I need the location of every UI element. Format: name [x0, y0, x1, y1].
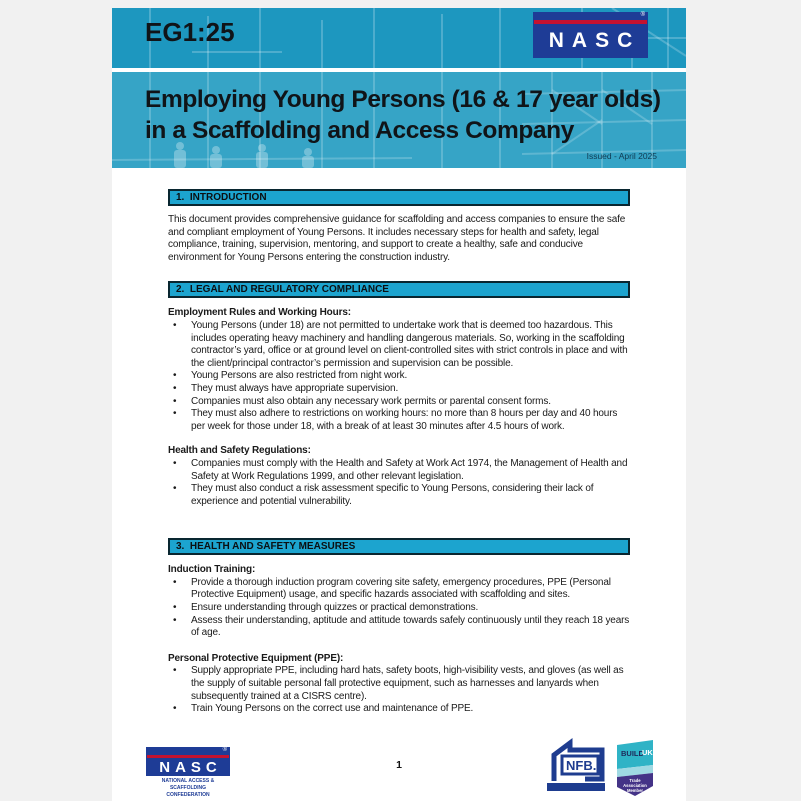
induction-training-list [168, 577, 630, 640]
bullet-item: • Ensure understanding through quizzes or practical demonstrations. [168, 602, 630, 615]
health-safety-regulations-title: Health and Safety Regulations: [168, 445, 311, 457]
nfb-caption: National Federation of Builders [548, 792, 604, 797]
bullet-item: • Train Young Persons on the correct use and maintenance of PPE. [168, 703, 630, 716]
footer-right-logos [547, 740, 653, 796]
nasc-footer-logo [146, 747, 230, 798]
bullet-item: • Young Persons are also restricted from night work. [168, 370, 630, 383]
ppe-block [168, 653, 630, 716]
builduk-member-line2: Association [623, 783, 647, 788]
bullet-item: • They must always have appropriate supervision. [168, 383, 630, 396]
nasc-logo-wordmark: NASC [548, 29, 641, 52]
page-title: Employing Young Persons (16 & 17 year olds) in a Scaffolding and Access Company [145, 86, 661, 144]
nasc-caption-line1: NATIONAL ACCESS & SCAFFOLDING [161, 778, 215, 791]
bullet-item: • They must also adhere to restrictions on working hours: no more than 8 hours per day and 40 hours per week for those under 18, with a break of at least 30 minutes after 4.5 hours of work. [168, 408, 630, 433]
employment-rules-title: Employment Rules and Working Hours: [168, 307, 351, 319]
employment-rules-list [168, 320, 630, 433]
nfb-caption-bar [547, 783, 605, 797]
header-band-title [112, 72, 686, 168]
document-page [112, 8, 686, 801]
nasc-caption-line2: CONFEDERATION [166, 791, 210, 798]
nfb-wordmark: NFB. [566, 758, 597, 773]
induction-training-title: Induction Training: [168, 564, 256, 576]
registered-trademark-icon: ® [222, 747, 227, 753]
health-safety-regulations-block [168, 445, 630, 508]
ppe-list [168, 665, 630, 715]
section-heading-health-safety-measures: 3. HEALTH AND SAFETY MEASURES [168, 538, 630, 555]
builduk-word-uk: UK [642, 748, 653, 757]
builduk-member-line1: Trade [629, 778, 641, 783]
bullet-item: • They must also conduct a risk assessment specific to Young Persons, considering their lack of experience and potential vulnerability. [168, 483, 630, 508]
header-separator-line [112, 68, 686, 72]
bullet-item: • Companies must also obtain any necessary work permits or parental consent forms. [168, 396, 630, 409]
health-safety-regulations-list [168, 458, 630, 508]
section-heading-legal-compliance: 2. LEGAL AND REGULATORY COMPLIANCE [168, 281, 630, 298]
bullet-item: • Companies must comply with the Health and Safety at Work Act 1974, the Management of Health and Safety at Work Regulations 1999, and other relevant legislation. [168, 458, 630, 483]
bullet-item: • Supply appropriate PPE, including hard hats, safety boots, high-visibility vests, and gloves (as well as the supply of suitable personal fall protective equipment, such as harnesses and lanyards when subsequently trained at a CISRS centre). [168, 665, 630, 703]
page-number: 1 [396, 759, 402, 771]
header-band-top [112, 8, 686, 68]
ppe-title: Personal Protective Equipment (PPE): [168, 652, 344, 664]
nasc-logo-wordmark: NASC [159, 758, 222, 776]
builduk-word-build: BUILD [621, 749, 644, 758]
registered-trademark-icon: ® [640, 12, 645, 18]
document-content [112, 189, 686, 716]
nfb-logo-icon [547, 740, 607, 782]
document-code: EG1:25 [145, 17, 235, 47]
issued-date: Issued - April 2025 [586, 151, 657, 161]
nfb-logo [547, 740, 607, 797]
induction-training-block [168, 564, 630, 640]
nasc-logo-caption [146, 778, 230, 798]
document-footer [112, 740, 686, 801]
builduk-member-line3: Member [626, 788, 644, 793]
introduction-paragraph: This document provides comprehensive guidance for scaffolding and access companies to ensure the safe and compliant employment of Young Persons. It includes necessary steps for health and safety, legal compliance, training, supervision, mentoring, and support to create a healthy, safe and conducive environment for Young Persons entering the construction industry. [168, 214, 626, 263]
document-header [112, 8, 686, 168]
bullet-item: • Young Persons (under 18) are not permitted to undertake work that is deemed too hazardous. This includes operating heavy machinery and handling dangerous materials. So, working in the scaffolding contractor’s yard, office or at ground level on client-controlled sites with strict controls in place and with the client/principal contractor’s permission and supervision can be possible. [168, 320, 630, 370]
nasc-logo [533, 12, 648, 58]
employment-rules-block [168, 307, 630, 433]
bullet-item: • Provide a thorough induction program covering site safety, emergency procedures, PPE (Personal Protective Equipment) usage, and specific hazards associated with scaffolding and sites. [168, 577, 630, 602]
builduk-logo [617, 740, 653, 796]
bullet-item: • Assess their understanding, aptitude and attitude towards safely continuously until they reach 18 years of age. [168, 615, 630, 640]
section-heading-introduction: 1. INTRODUCTION [168, 189, 630, 206]
